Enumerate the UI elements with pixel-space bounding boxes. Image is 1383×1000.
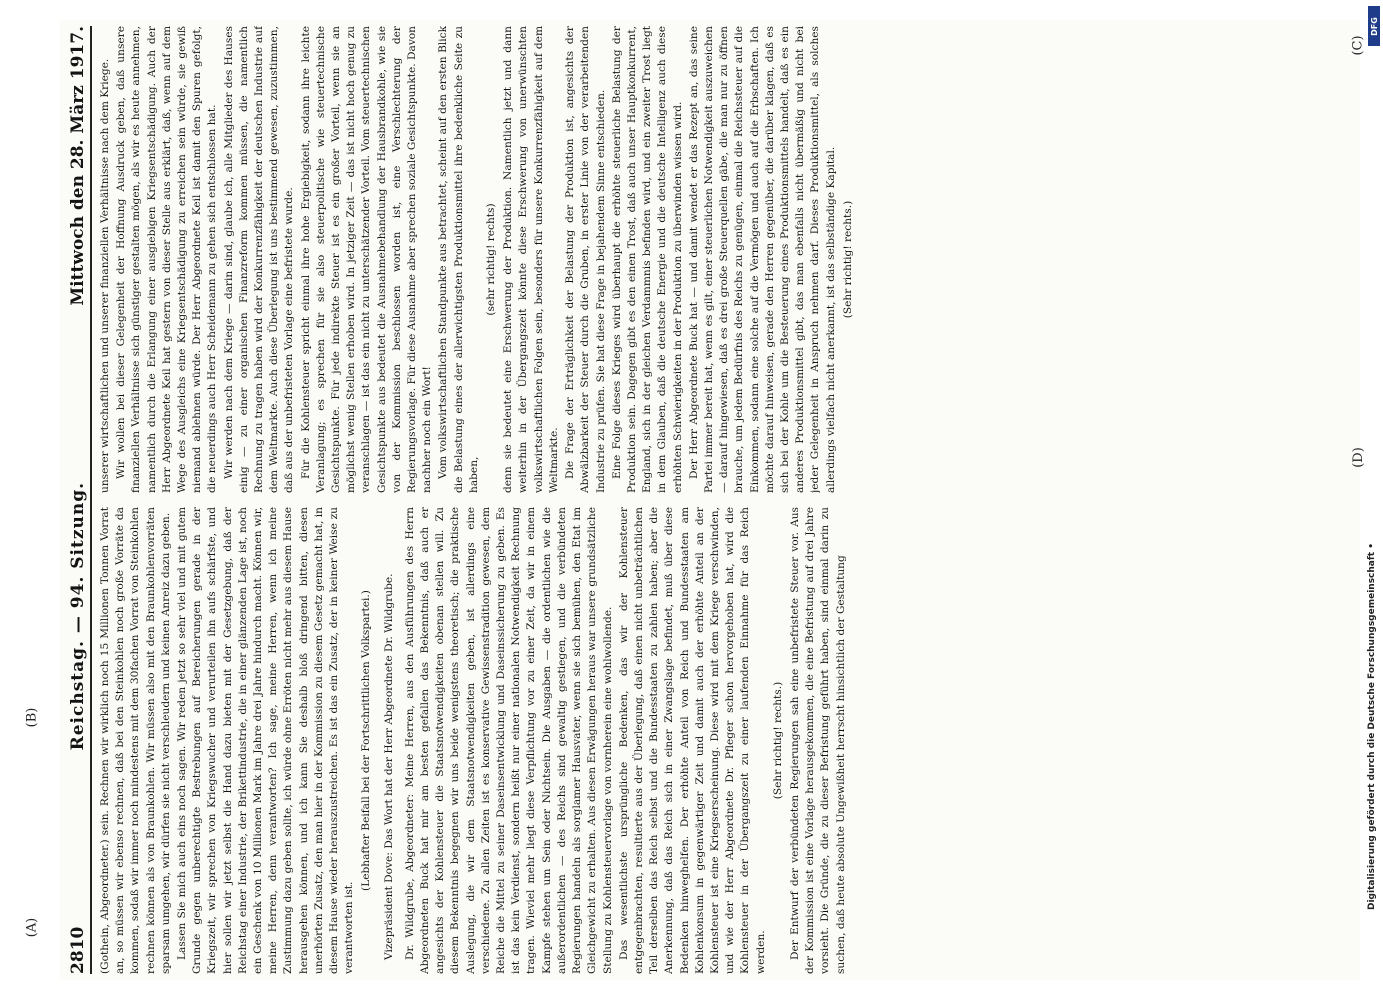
paragraph: (Gothein, Abgeordneter.) sein. Rechnen wir wirklich noch 15 Millionen Tonnen Vorrat an, so müssen wir ebenso rechnen, daß bei den Steinkohlen noch große Vorräte da kommen, sodaß wir immer noch mindestens mit dem 30fachen Vorrat von Steinkohlen rechnen können als von Braunkohlen. Wir müssen also mit den Braunkohlenvorräten sparsam umgehen, wir dürfen sie nicht verschleudern und keinen Anreiz dazu geben. (99, 507, 172, 974)
paragraph: Für die Kohlensteuer spricht einmal ihre hohe Ergiebigkeit, sodann ihre leichte Veranlagung; es sprechen für sie also steuerpolitische wie steuertechnische Gesichtspunkte. Für jede indirekte Steuer ist es ein großer Vorteil, wenn sie an möglichst wenig Stellen erhoben wird. In jetziger Zeit — das ist nicht hoch genug zu veranschlagen — ist das ein nicht zu unterschätzender Vorteil. Vom steuertechnischen Gesichtspunkte aus bedeutet die Ausnahmebehandlung der Hausbrandkohle, wie sie von der Kommission beschlossen worden ist, eine Verschlechterung der Regierungsvorlage. Für diese Ausnahme aber sprechen soziale Gesichtspunkte. Davon nachher noch ein Wort! (299, 26, 434, 493)
approval-note: (Sehr richtig! rechts.) (841, 200, 854, 319)
credit-text: Digitalisierung gefördert durch die Deutsche Forschungsgemeinschaft • (1367, 543, 1377, 910)
paragraph: Vom volkswirtschaftlichen Standpunkte aus betrachtet, scheint auf den ersten Blick die Belastung eines der allerwichtigsten Produktionsmittel ihre bedenkliche Seite zu haben, (437, 26, 480, 493)
text-columns (98, 26, 1328, 974)
dfg-logo: DFG (1368, 6, 1380, 46)
page-header (68, 26, 92, 974)
column-left (98, 507, 1328, 974)
margin-mark-c: (C) (1350, 35, 1366, 56)
paragraph: Lassen Sie mich auch eins noch sagen. Wir reden jetzt so sehr viel und mit gutem Grunde gegen unberechtigte Bestrebungen auf Bereicherungen gerade in der Kriegszeit, wir sprechen von Kriegswucher und verurteilen ihn aufs schärfste, und hier sollen wir jetzt selbst die Hand dazu bieten mit der Gesetzgebung, daß der Reichstag einer Industrie, der Brikettindustrie, die in einer glänzenden Lage ist, noch ein Geschenk von 10 Millionen Mark im Jahre drei Jahre hindurch macht. Können wir, meine Herren, denn verantworten? Ich sage, meine Herren, wenn ich meine Zustimmung dazu geben sollte, ich würde ohne Erröten nicht mehr aus diesem Hause herausgehen können, und ich kann Sie deshalb bloß dringend bitten, diesen unerhörten Zusatz, den man hier in der Kommission zu diesem Gesetz gemacht hat, in diesem Hause wieder herauszustreichen. Es ist das ein Zusatz, der in keiner Weise zu verantworten ist. (176, 507, 356, 974)
rotated-page-content (60, 20, 1360, 980)
paragraph: Wir wollen bei dieser Gelegenheit der Hoffnung Ausdruck geben, daß unsere finanziellen Verhältnisse sich günstiger gestalten mögen, als wir es heute annehmen, namentlich durch die Erlangung einer ausgiebigen Kriegsentschädigung. Auch der Herr Abgeordnete Keil hat gestern von dieser Stelle aus erklärt, daß, wenn auf dem Wege des Ausgleichs eine Kriegsentschädigung zu erreichen sein würde, sie gewiß niemand ablehnen würde. Der Herr Abgeordnete Keil ist damit den Spuren gefolgt, die neuerdings auch Herr Scheidemann zu gehen sich entschlossen hat. (115, 26, 219, 493)
paragraph: Das wesentlichste ursprüngliche Bedenken, das wir der Kohlensteuer entgegenbrachten, resultierte aus der Überlegung, daß einen nicht unbeträchtlichen Teil derselben das Reich selbst und die Bundesstaaten zu zahlen haben; aber die Anerkennung, daß das Reich sich in einer Zwangslage befindet, muß über diese Bedenken hinweghelfen. Der erhöhte Anteil von Reich und Bundesstaaten am Kohlenkonsum in gegenwärtiger Zeit und damit auch der erhöhte Anteil an der Kohlensteuer ist eine Kriegserscheinung. Diese wird mit dem Kriege verschwinden, und wie der Herr Abgeordnete Dr. Pfleger schon hervorgehoben hat, wird die Kohlensteuer in der Übergangszeit zu einer laufenden Einnahme für das Reich werden. (617, 507, 767, 974)
margin-mark-a: (A) (24, 917, 40, 938)
paragraph: Dr. Wildgrube, Abgeordneter: Meine Herren, aus den Ausführungen des Herrn Abgeordneten Buck hat mir am besten gefallen das Bekenntnis, daß auch er angesichts der Kohlensteuer die Staatsnotwendigkeiten obenan stellen will. Zu diesem Bekenntnis begegnen wir uns beide wenigstens theoretisch; die praktische Auslegung, die wir dem Staatsnotwendigkeiten geben, ist allerdings eine verschiedene. Zu allen Zeiten ist es konservative Gewissenstradition gewesen, dem Reiche die Mittel zu seiner Daseinsentwicklung und Daseinssicherung zu geben. Es ist das kein Verdienst, sondern heißt nur einer nationalen Notwendigkeit Rechnung tragen. Wieviel mehr liegt diese Verpflichtung vor zu einer Zeit, da wir in einem Kampfe stehen um Sein oder Nichtsein. Die Ausgaben — die ordentlichen wie die außerordentlichen — des Reichs sind gewaltig gestiegen, und die verbündeten Regierungen handeln als sorglamer Hausvater, wenn sie sich bemühen, den Etat im Gleichgewicht zu erhalten. Aus diesen Erwägungen heraus war unsere grundsätzliche Stellung zu Kohlensteuervorlage von vornherein eine wohlwollende. (403, 507, 614, 974)
paragraph: Eine Folge dieses Krieges wird überhaupt die erhöhte steuerliche Belastung der Produktion sein. Dagegen gibt es den einen Trost, daß auch unser Hauptkonkurrent, England, sich in der gleichen Verdammnis befinden wird, und ein zweiter Trost liegt in dem Glauben, daß die deutsche Energie und die deutsche Intelligenz auch diese erhöhten Schwierigkeiten in der Produktion zu überwinden wissen wird. (610, 26, 684, 493)
approval-note: (Sehr richtig! rechts.) (771, 681, 784, 800)
paragraph: denn sie bedeutet eine Erschwerung der Produktion. Namentlich jetzt und dann weiterhin in der Übergangszeit könnte diese Erschwerung von unerwünschten volkswirtschaftlichen Folgen sein, besonders für unsere Konkurrenzfähigkeit auf dem Weltmarkte. (502, 26, 560, 493)
page-number: 2810 (68, 926, 88, 974)
page-title: Reichstag. — 94. Sitzung. (68, 481, 88, 751)
margin-mark-d: (D) (1350, 447, 1366, 468)
digitization-credit (1360, 10, 1380, 990)
paragraph: Vizepräsident Dove: Das Wort hat der Herr Abgeordnete Dr. Wildgrube. (382, 573, 395, 960)
session-date: Mittwoch den 28. März 1917. (68, 26, 88, 306)
paragraph: Der Herr Abgeordnete Buck hat — und damit wendet er das Rezept an, das seine Partei immer bereit hat, wenn es gilt, einer steuerlichen Notwendigkeit auszuweichen — darauf hingewiesen, daß es drei große Steuerquellen gäbe, die man nur zu öffnen brauche, um jedem Bedürfnis des Reichs zu genügen, einmal die Reichssteuer auf die Einkommen, sodann eine solche auf die Vermögen und auch auf die Erbschaften. Ich möchte darauf hinweisen, gerade den Herren gegenüber, die darüber klagen, daß es sich bei der Kohle um die Besteuerung eines Produktionsmittels handelt, daß es ein anderes Produktionsmittel gibt, das man ebenfalls nicht übermäßig und nicht bei jeder Gelegenheit in Anspruch nehmen darf. Dieses Produktionsmittel, als solches allerdings vielfach nicht anerkannt, ist das selbständige Kapital. (687, 26, 837, 493)
paragraph: Die Frage der Erträglichkeit der Belastung der Produktion ist, angesichts der Abwälzbarkeit der Steuer durch die Gruben, in erster Linie von der verarbeitenden Industrie zu prüfen. Sie hat diese Frage in bejahendem Sinne entschieden. (564, 26, 607, 493)
column-right (98, 26, 1328, 493)
approval-note: (sehr richtig! rechts) (485, 203, 498, 316)
margin-mark-b: (B) (24, 707, 40, 728)
scanned-page (60, 20, 1360, 980)
paragraph: Der Entwurf der verbündeten Regierungen sah eine unbefristete Steuer vor. Aus der Kommission ist eine Vorlage herausgekommen, die eine Befristung auf drei Jahre vorsieht. Die Gründe, die zu dieser Befristung geführt haben, sind einmal darin zu suchen, daß heute absolute Ungewißheit herrscht hinsichtlich der Gestaltung (788, 507, 847, 974)
paragraph: Wir werden nach dem Kriege — darin sind, glaube ich, alle Mitglieder des Hauses einig — zu einer organischen Finanzreform kommen müssen, die namentlich Rechnung zu tragen haben wird der Konkurrenzfähigkeit der deutschen Industrie auf dem Weltmarkte. Auch diese Überlegung ist uns bestimmend gewesen, zuzustimmen, daß aus der unbefristeten Vorlage eine befristete wurde. (222, 26, 296, 493)
paragraph: unserer wirtschaftlichen und unserer finanziellen Verhältnisse nach dem Kriege. (99, 58, 111, 493)
applause-note: (Lebhafter Beifall bei der Fortschrittlichen Volkspartei.) (360, 590, 373, 891)
